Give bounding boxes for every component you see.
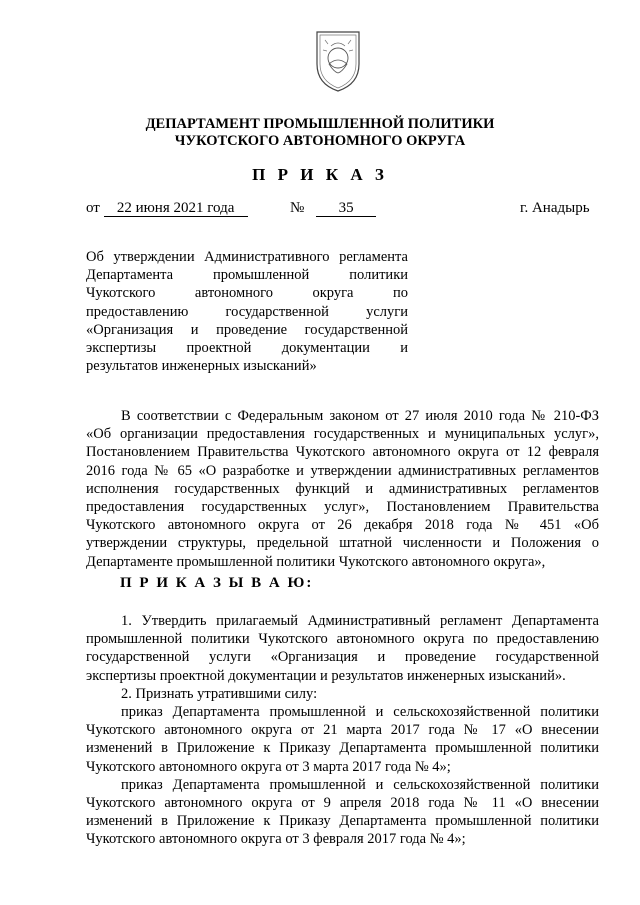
preamble-line: предоставления государственных услуг», Постановлением Правительства [86, 498, 599, 515]
preamble-line: 2016 года № 65 «О разработке и утверждении административных регламентов [86, 462, 599, 479]
clause-line: 1. Утвердить прилагаемый Административный регламент Департамента [121, 613, 599, 629]
subject-line: Чукотского автономного округа по [86, 285, 408, 302]
order-directive-heading: П Р И К А З Ы В А Ю: [120, 575, 314, 591]
clause-line: изменений в Приложение к Приказу Департамента промышленной политики [86, 813, 599, 830]
department-name-line2: ЧУКОТСКОГО АВТОНОМНОГО ОКРУГА [174, 133, 466, 149]
subject-line: «Организация и проведение государственной [86, 321, 408, 338]
coat-of-arms-icon [309, 28, 367, 94]
clause-line: приказ Департамента промышленной и сельскохозяйственной политики [121, 703, 599, 720]
subject-line: результатов инженерных изысканий» [86, 358, 317, 375]
preamble-line: Чукотского автономного округа от 26 декабря 2018 года № 451 «Об [86, 517, 599, 534]
order-title: П Р И К А З [252, 165, 388, 184]
clause-line: Чукотского автономного округа от 21 марта 2017 года № 17 «О внесении [86, 722, 599, 739]
preamble-line: Департаменте промышленной политики Чукотского автономного округа», [86, 553, 546, 570]
number-value: 35 [316, 201, 376, 217]
clause-line: изменений в Приложение к Приказу Департамента промышленной политики [86, 740, 599, 757]
preamble-line: В соответствии с Федеральным законом от 27 июля 2010 года № 210-ФЗ [121, 408, 599, 424]
number-prefix: № [290, 200, 305, 216]
clause-line: Чукотского автономного округа от 3 февраля 2017 года № 4»; [86, 831, 466, 848]
subject-line: экспертизы проектной документации и [86, 339, 408, 356]
preamble-line: «Об организации предоставления государственных и муниципальных услуг», [86, 426, 599, 443]
preamble-paragraph [86, 407, 599, 571]
subject-line: предоставлению государственной услуги [86, 303, 408, 320]
department-name-line1: ДЕПАРТАМЕНТ ПРОМЫШЛЕННОЙ ПОЛИТИКИ [145, 116, 495, 132]
subject-line: Департамента промышленной политики [86, 267, 408, 284]
clause-line: 2. Признать утратившими силу: [121, 685, 318, 702]
date-value: 22 июня 2021 года [104, 201, 248, 217]
clause-line: приказ Департамента промышленной и сельскохозяйственной политики [121, 776, 599, 793]
date-prefix: от [86, 200, 100, 216]
clause-line: промышленной политики Чукотского автономного округа по предоставлению [86, 631, 599, 648]
preamble-line: утверждении структуры, предельной штатной численности и Положения о [86, 535, 599, 552]
preamble-line: исполнения государственных функций и административных регламентов [86, 480, 599, 497]
order-date [86, 199, 248, 217]
clause-line: государственной услуги «Организация и проведение государственной [86, 649, 599, 666]
city: г. Анадырь [520, 200, 590, 216]
preamble-line: Постановлением Правительства Чукотского автономного округа от 12 февраля [86, 444, 599, 461]
subject-line: Об утверждении Административного регламента [86, 249, 408, 265]
order-subject [86, 248, 408, 375]
clause-line: Чукотского автономного округа от 3 марта 2017 года № 4»; [86, 758, 451, 775]
clause-line: Чукотского автономного округа от 9 апреля 2018 года № 11 «О внесении [86, 794, 599, 811]
order-number [290, 199, 376, 217]
order-clauses [86, 612, 599, 848]
clause-line: экспертизы проектной документации и результатов инженерных изысканий». [86, 667, 566, 684]
